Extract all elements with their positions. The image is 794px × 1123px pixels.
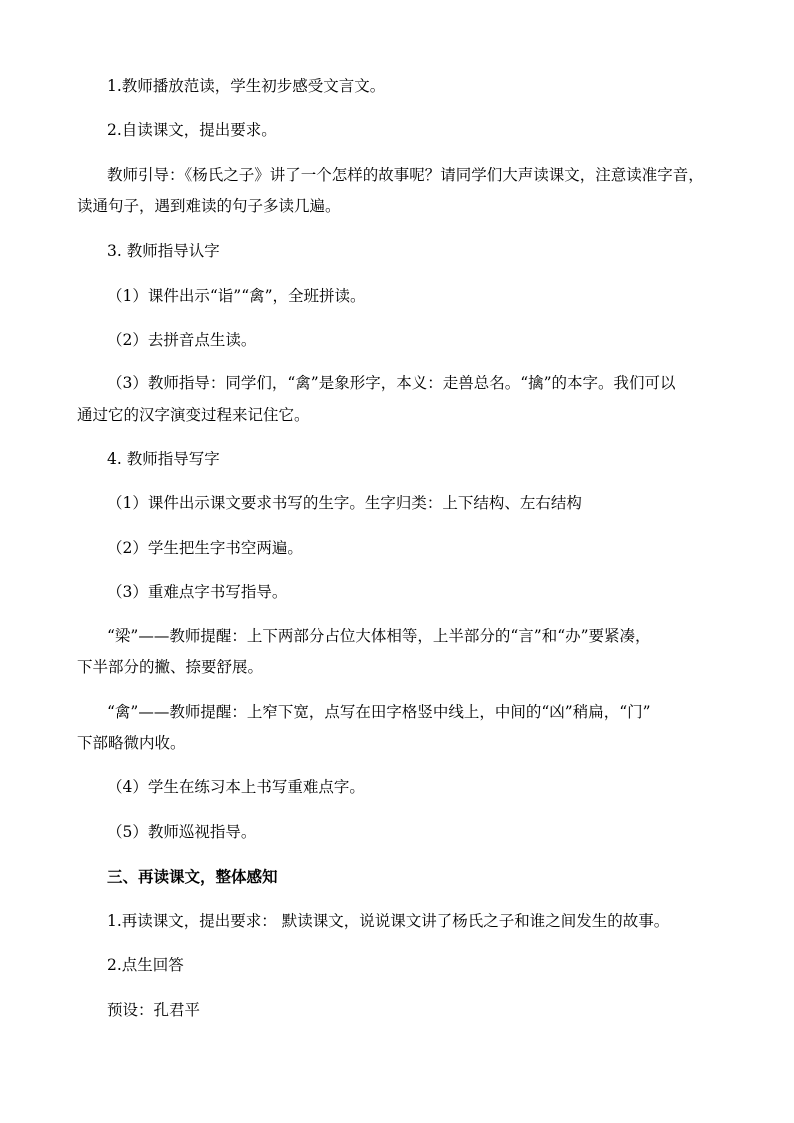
paragraph-line: （4）学生在练习本上书写重难点字。: [107, 778, 365, 796]
paragraph-line: 4. 教师指导写字: [107, 450, 220, 468]
paragraph-line: （3）教师指导：同学们，“禽”是象形字，本义：走兽总名。“擒”的本字。我们可以: [107, 374, 676, 392]
paragraph-write-4: [107, 773, 707, 802]
paragraph-write-3: [107, 578, 707, 607]
paragraph-write-5: [107, 818, 707, 847]
paragraph-line: （1）课件出示课文要求书写的生字。生字归类：上下结构、左右结构: [107, 494, 582, 512]
paragraph-qin-tip-cont: [77, 729, 677, 758]
paragraph-line: 2.自读课文，提出要求。: [107, 121, 277, 139]
paragraph-qin-tip: [107, 698, 707, 727]
paragraph-line: 1.教师播放范读，学生初步感受文言文。: [107, 77, 386, 95]
paragraph-line: （3）重难点字书写指导。: [107, 583, 288, 601]
paragraph-write-1: [107, 489, 707, 518]
paragraph-line: 2.点生回答: [107, 956, 184, 974]
paragraph-item-1: [107, 282, 707, 311]
paragraph-line: 教师引导：《杨氏之子》讲了一个怎样的故事呢？请同学们大声读课文，注意读准字音，: [107, 166, 704, 184]
paragraph-item-3-cont: [77, 401, 677, 430]
paragraph-step-1: [107, 72, 707, 101]
paragraph-teacher-guide: [107, 161, 707, 190]
paragraph-line: 下半部分的撇、捺要舒展。: [77, 658, 264, 676]
section-heading-3: [107, 862, 707, 891]
paragraph-item-3: [107, 369, 707, 398]
paragraph-line: 三、再读课文，整体感知: [107, 867, 278, 886]
paragraph-item-2: [107, 326, 707, 355]
paragraph-teacher-guide-cont: [77, 192, 677, 221]
paragraph-line: 读通句子，遇到难读的句子多读几遍。: [77, 197, 341, 215]
paragraph-line: 1.再读课文，提出要求： 默读课文，说说课文讲了杨氏之子和谁之间发生的故事。: [107, 912, 670, 930]
paragraph-line: 下部略微内收。: [77, 734, 186, 752]
paragraph-line: “梁”——教师提醒：上下两部分占位大体相等，上半部分的“言”和“办”要紧凑，: [107, 627, 651, 645]
heading-step-3: [107, 237, 707, 266]
paragraph-reread: [107, 907, 707, 936]
paragraph-line: （2）去拼音点生读。: [107, 331, 257, 349]
paragraph-line: （5）教师巡视指导。: [107, 823, 257, 841]
paragraph-liang-tip: [107, 622, 707, 651]
paragraph-line: 通过它的汉字演变过程来记住它。: [77, 406, 310, 424]
paragraph-line: 3. 教师指导认字: [107, 242, 220, 260]
paragraph-write-2: [107, 534, 707, 563]
paragraph-liang-tip-cont: [77, 653, 677, 682]
paragraph-preset: [107, 996, 707, 1025]
heading-step-4: [107, 445, 707, 474]
paragraph-line: 预设：孔君平: [107, 1001, 201, 1019]
paragraph-step-2: [107, 116, 707, 145]
paragraph-answer: [107, 951, 707, 980]
paragraph-line: （2）学生把生字书空两遍。: [107, 539, 303, 557]
paragraph-line: “禽”——教师提醒：上窄下宽，点写在田字格竖中线上，中间的“凶”稍扁，“门”: [107, 703, 651, 721]
paragraph-line: （1）课件出示“诣”“禽”，全班拼读。: [107, 287, 366, 305]
